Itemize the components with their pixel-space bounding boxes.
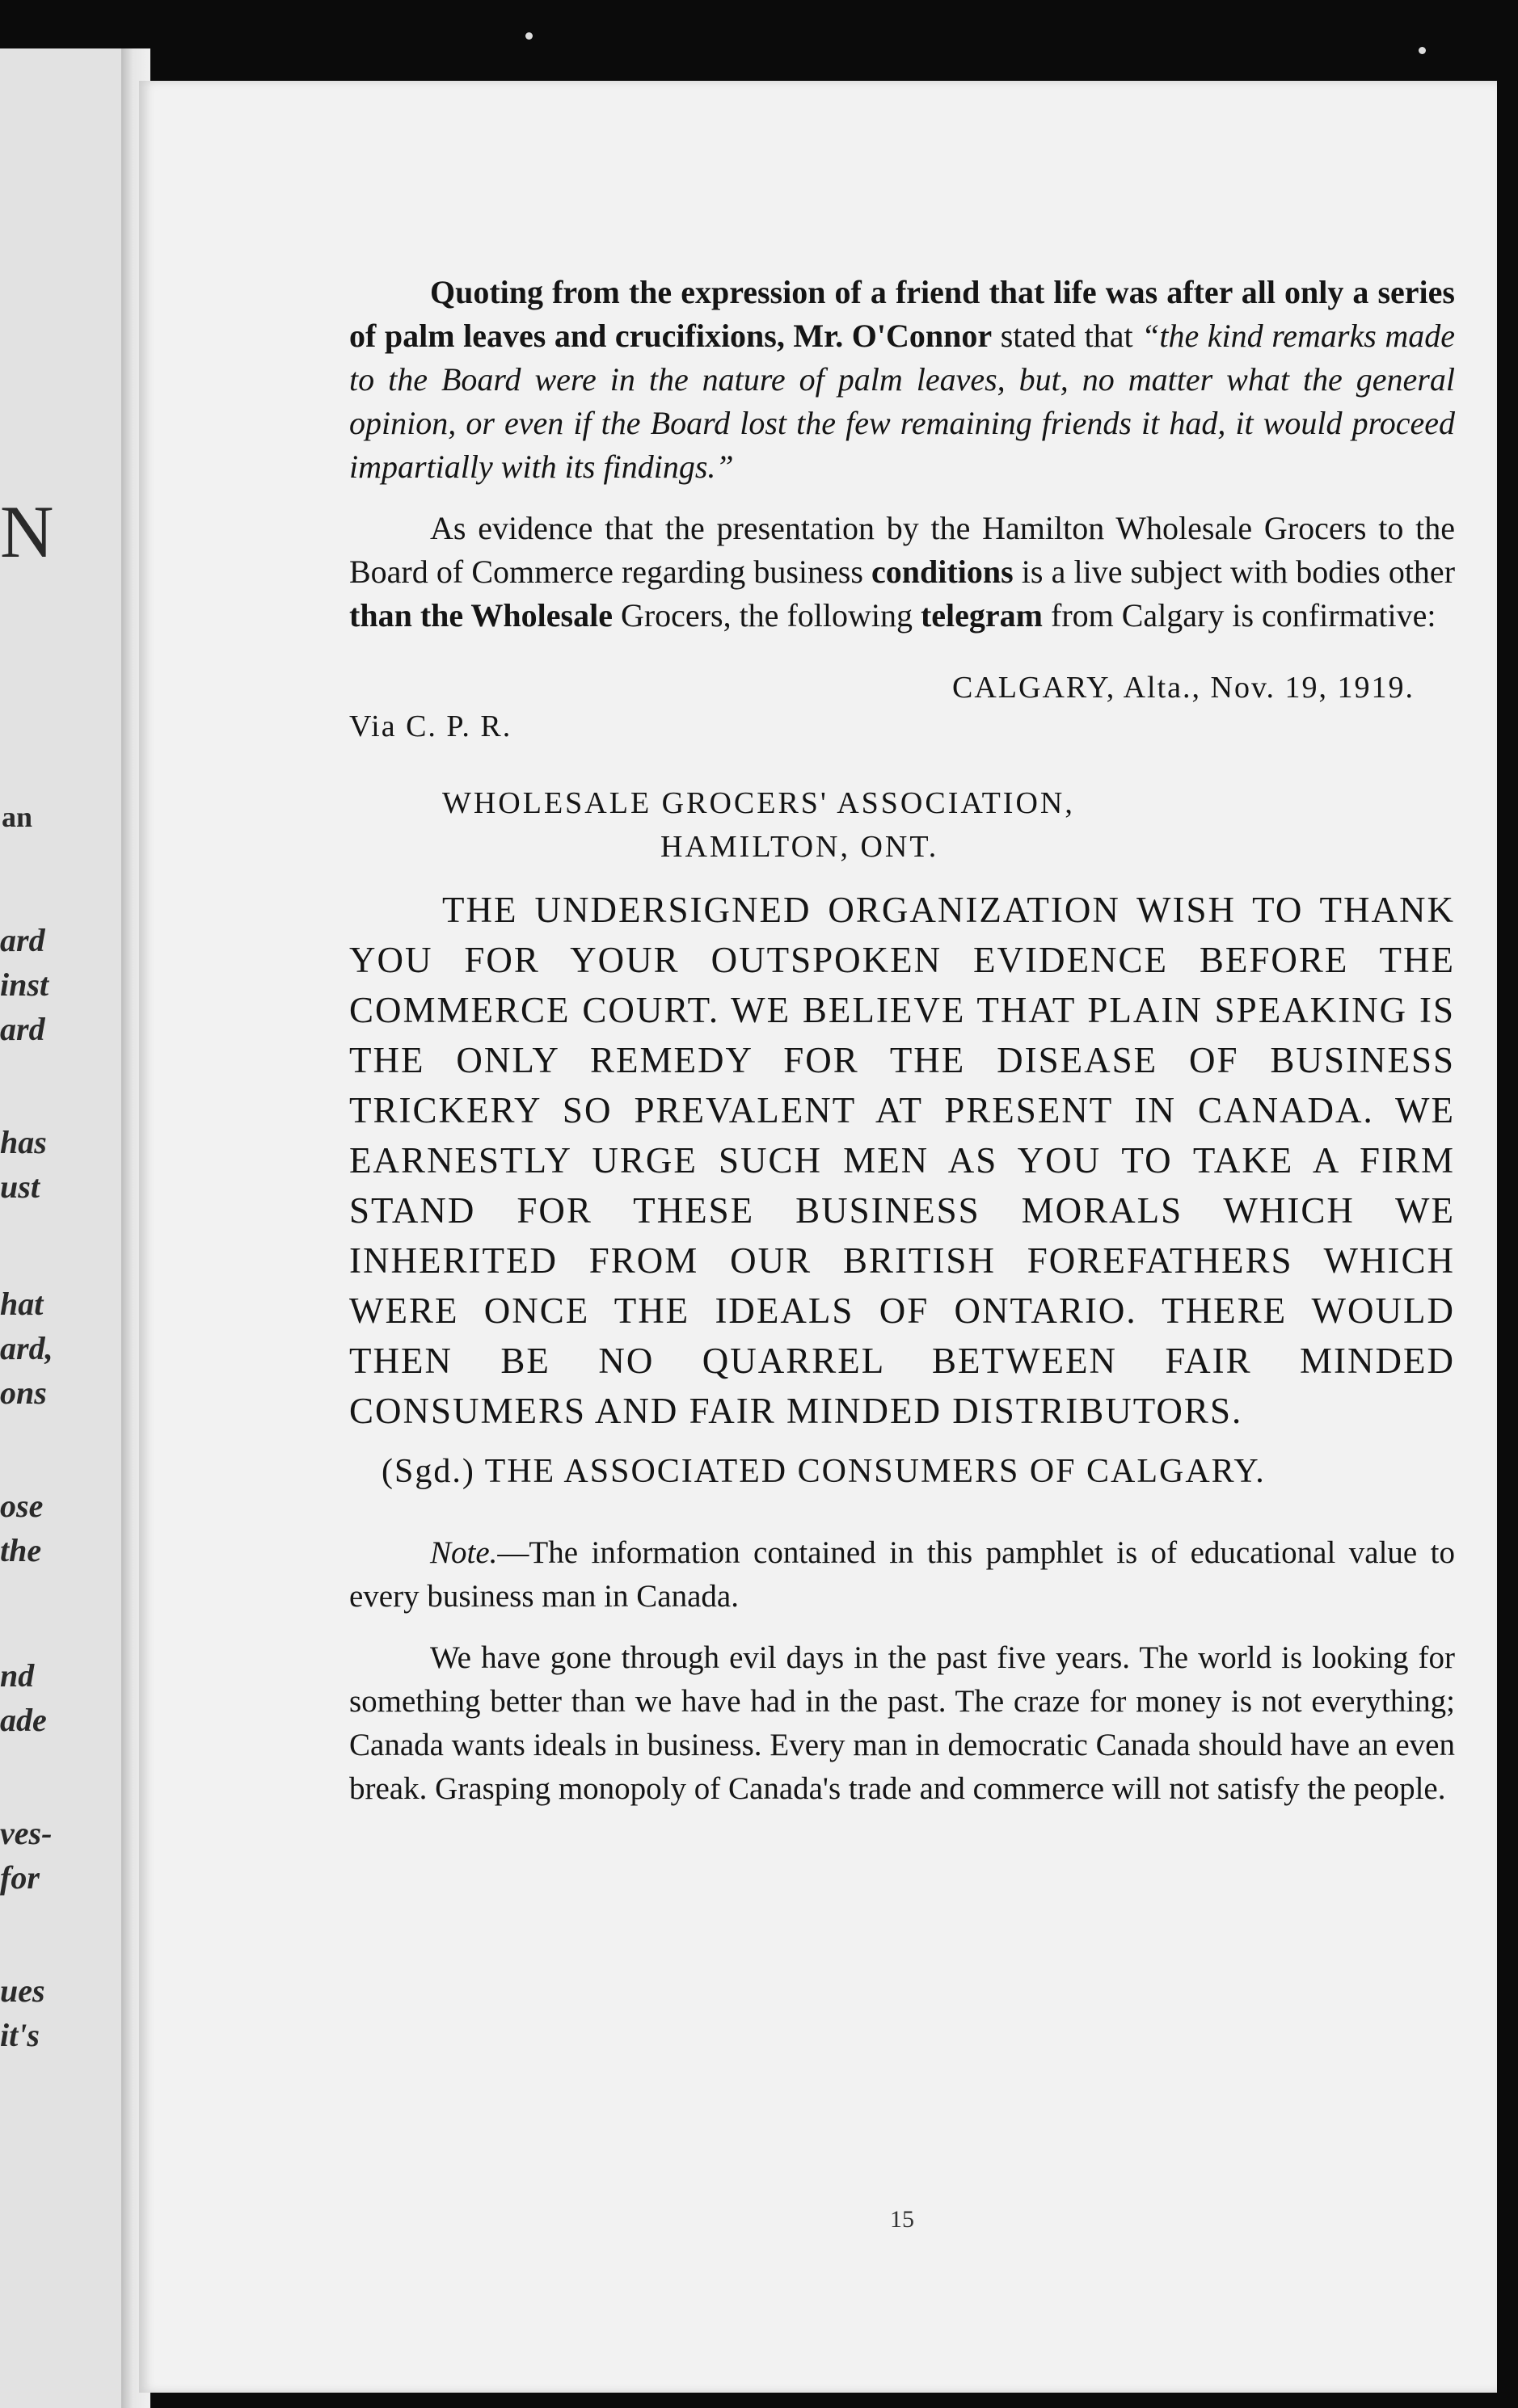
bold-text: telegram — [920, 597, 1043, 634]
addressee-line: WHOLESALE GROCERS' ASSOCIATION, — [442, 786, 1075, 820]
left-page-fragment: inst — [0, 966, 49, 1003]
note-label: Note. — [430, 1535, 498, 1570]
document-page — [139, 81, 1497, 2393]
left-page-fragment: ade — [0, 1702, 47, 1738]
paragraph-quotation — [349, 271, 1455, 489]
left-page-fragment: ust — [0, 1168, 40, 1205]
paragraph-text: As evidence that the presentation by the Hamilton Wholesale Grocers to the Board of Commerce regarding business — [349, 510, 1455, 590]
left-page-fragment: the — [0, 1532, 42, 1568]
left-facing-page — [0, 48, 121, 2408]
left-page-fragment: ard — [0, 1011, 45, 1047]
left-page-fragment: has — [0, 1124, 47, 1160]
paragraph-text: is a live subject with bodies other — [1013, 554, 1456, 590]
bold-text: conditions — [871, 554, 1014, 590]
left-page-fragment: an — [2, 801, 33, 833]
paragraph-text: stated that — [992, 318, 1142, 354]
left-page-fragment: ons — [0, 1374, 47, 1411]
telegram-addressee — [349, 781, 1455, 869]
left-page-fragment: ues — [0, 1972, 45, 2009]
paragraph-lead-text: Quoting from the expression of a friend that life was after all only a series of palm leaves and crucifixions, Mr. O'Connor — [349, 274, 1455, 354]
scan-speck — [1419, 47, 1426, 54]
paragraph-text: from Calgary is confirmative: — [1043, 597, 1436, 634]
left-page-fragment: ves- — [0, 1815, 53, 1851]
telegram-header — [349, 670, 1455, 759]
left-page-fragment: ard — [0, 922, 45, 958]
telegram-message: THE UNDERSIGNED ORGANIZATION WISH TO THANK YOU FOR YOUR OUTSPOKEN EVIDENCE BEFORE THE COMMERCE COURT. WE BELIEVE THAT PLAIN SPEAKING IS THE ONLY REMEDY FOR THE DISEASE OF BUSINESS TRICKERY SO PREVALENT AT PRESENT IN CANADA. WE EARNESTLY URGE SUCH MEN AS YOU TO TAKE A FIRM STAND FOR THESE BUSINESS MORALS WHICH WE INHERITED FROM OUR BRITISH FOREFATHERS WHICH WERE ONCE THE IDEALS OF ONTARIO. THERE WOULD THEN BE NO QUARREL BETWEEN FAIR MINDED CONSUMERS AND FAIR MINDED DISTRIBUTORS. — [349, 890, 1455, 1431]
addressee-line: HAMILTON, ONT. — [660, 830, 939, 864]
page-content — [349, 271, 1456, 2233]
paragraph-text: Grocers, the following — [612, 597, 921, 634]
telegram-via: Via C. P. R. — [349, 709, 512, 743]
left-page-fragment: ose — [0, 1488, 44, 1524]
paragraph-evidence — [349, 507, 1455, 638]
note-paragraph — [349, 1531, 1455, 1619]
telegram-date: CALGARY, Alta., Nov. 19, 1919. — [952, 671, 1415, 705]
left-page-fragment: for — [0, 1859, 40, 1896]
left-page-fragment: ard, — [0, 1330, 53, 1366]
page-number: 15 — [890, 2206, 914, 2233]
left-page-fragment: hat — [0, 1286, 44, 1322]
scan-speck — [525, 32, 533, 40]
left-page-fragment: N — [0, 490, 54, 573]
left-page-fragment: nd — [0, 1657, 35, 1694]
note-text: —The information contained in this pamphlet is of educational value to every business man in Canada. — [349, 1535, 1455, 1614]
telegram-signature: (Sgd.) THE ASSOCIATED CONSUMERS OF CALGARY. — [382, 1453, 1266, 1490]
italic-quote: “the kind remarks made to the Board were in the nature of palm leaves, but, no matter what the general opinion, or even if the Board lost the few remaining friends it had, it would proceed impartially with its findings.” — [349, 318, 1455, 485]
left-page-fragment: it's — [0, 2017, 40, 2053]
bold-text: than the Wholesale — [349, 597, 613, 634]
closing-paragraph: We have gone through evil days in the past five years. The world is looking for something better than we have had in the past. The craze for money is not everything; Canada wants ideals in business. Every man in democratic Canada should have an even break. Grasping monopoly of Canada's trade and commerce will not satisfy the people. — [349, 1640, 1455, 1806]
